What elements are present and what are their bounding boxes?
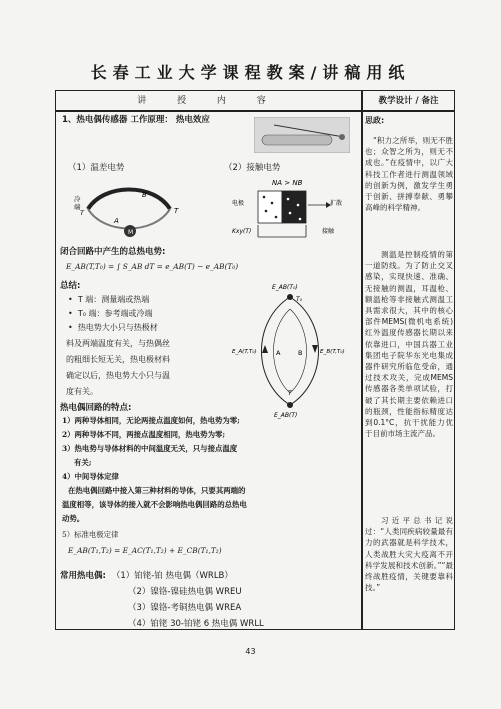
formula-standard-electrode: E_AB(T₁,T₂) = E_AC(T₁,T₂) + E_CB(T₁,T₂): [68, 546, 222, 555]
lecture-table: [55, 90, 455, 630]
common-4: （4）铂铑 30-铂铑 6 热电偶 WRLL: [128, 619, 264, 629]
section-title: 1、热电偶传感器 工作原理： 热电效应: [62, 115, 210, 125]
contact-emf-title: （2）接触电势: [224, 163, 281, 173]
svg-text:电极: 电极: [232, 200, 245, 207]
summary-bullet-3: • 热电势大小只与热极材: [68, 323, 158, 332]
common-2: （2）镍铬-镍硅热电偶 WREU: [128, 587, 242, 597]
page-title: 长春工业大学课程教案/讲稿用纸: [90, 63, 411, 82]
summary-line-4: 料及两端温度有关，与热偶丝: [66, 339, 170, 348]
law-4-desc-3: 动势。: [62, 514, 85, 523]
column-divider: [361, 91, 363, 629]
law-1: 1）两种导体相同，无论两接点温度如何，热电势为零;: [62, 416, 240, 425]
svg-text:冷: 冷: [74, 195, 81, 203]
law-3-cont: 有关;: [74, 458, 92, 467]
svg-text:B: B: [142, 191, 147, 199]
law-4: 4）中间导体定律: [62, 472, 119, 481]
law-5: 5）标准电极定律: [62, 530, 119, 539]
note-paragraph-2: 测温是控制疫情的第一道防线。为了防止交叉感染，实现快速、准确、无接触的测温，耳温枪、额温枪等非接触式测温工具需求很大，其中的核心部件MEMS(微机电系统)红外温度传感器长期以来依靠进口，中国兵器工业集团电子院华东光电集成器件研究所临危受命，通过技术攻关，完成MEMS传感器各类单项试验，打破了其长期主要依赖进口的瓶颈，性能指标精度达到0.1°C，抗干扰能力优于目前市场主流产品。: [365, 250, 453, 439]
svg-text:T: T: [80, 209, 84, 217]
law-4-desc-1: 在热电偶回路中接入第三种材料的导体，只要其两端的: [68, 486, 246, 495]
law-4-desc-2: 温度相等，该导体的接入就不会影响热电偶回路的总热电: [62, 500, 247, 509]
formula-total-emf: E_AB(T,T₀) = ∫ S_AB dT = e_AB(T) − e_AB(T₀): [66, 262, 239, 271]
svg-text:A: A: [114, 217, 119, 225]
laws-title: 热电偶回路的特点:: [60, 403, 132, 413]
summary-bullet-1: • T 端：测量端或热端: [68, 295, 150, 304]
thermocouple-photo: [254, 117, 350, 153]
common-3: （3）镍铬-考铜热电偶 WREA: [128, 603, 242, 613]
svg-text:T: T: [288, 390, 292, 397]
svg-text:扩散: 扩散: [330, 200, 343, 207]
thermocouple-loop-diagram: [232, 281, 352, 421]
page-number: 43: [245, 647, 256, 656]
svg-text:E_AB(T₀): E_AB(T₀): [272, 284, 298, 291]
summary-line-6: 确定以后，热电势大小只与温: [66, 371, 170, 380]
closed-loop-title: 闭合回路中产生的总热电势:: [60, 247, 166, 257]
svg-text:T: T: [174, 207, 179, 215]
summary-title: 总结:: [60, 281, 81, 291]
temp-emf-diagram: [74, 179, 184, 241]
note-paragraph-3: 习近平总书记说过：“人类同疾病较量最有力的武器就是科学技术，人类战胜大灾大疫离不开科学发展和技术创新。”“最终战胜疫情，关键要靠科技。”: [365, 516, 453, 593]
summary-line-5: 的粗细长短无关，热电极材料: [66, 355, 170, 364]
law-3: 3）热电势与导体材料的中间温度无关，只与接点温度: [62, 444, 238, 453]
header-design-notes: 教学设计 / 备注: [378, 96, 439, 106]
common-title: 常用热电偶: （1）铂铑-铂 热电偶（WRLB）: [60, 571, 233, 581]
summary-line-7: 度有关。: [66, 387, 98, 396]
note-title: 思政:: [365, 116, 385, 125]
header-lecture-content: 讲 授 内 容: [137, 96, 280, 106]
svg-text:T₀: T₀: [296, 296, 303, 303]
header-divider: [56, 110, 454, 112]
svg-text:E_AB(T): E_AB(T): [274, 412, 298, 419]
temp-emf-title: （1）温差电势: [68, 163, 125, 173]
law-2: 2）两种导体不同，两接点温度相同，热电势为零;: [62, 430, 226, 439]
note-paragraph-1: “积力之所举，则无不胜也；众智之所为，则无不成也。”在疫情中，以广大科技工作者进行测温领域的创新为例，激发学生勇于创新、拼搏奉献、勇攀高峰的科学精神。: [365, 136, 453, 213]
na-nb-label: NA > NB: [272, 179, 303, 187]
svg-text:A: A: [276, 349, 281, 357]
svg-text:端: 端: [74, 203, 81, 211]
contact-emf-diagram: [232, 177, 352, 245]
svg-text:B: B: [298, 349, 303, 357]
svg-text:E_A(T,T₀): E_A(T,T₀): [232, 349, 257, 355]
summary-bullet-2: • T₀ 端：参考端或冷端: [68, 309, 153, 318]
svg-text:M: M: [128, 229, 134, 236]
svg-text:E_B(T,T₀): E_B(T,T₀): [320, 349, 345, 355]
svg-text:Kxy(T): Kxy(T): [232, 228, 252, 235]
svg-text:接触: 接触: [322, 228, 335, 235]
